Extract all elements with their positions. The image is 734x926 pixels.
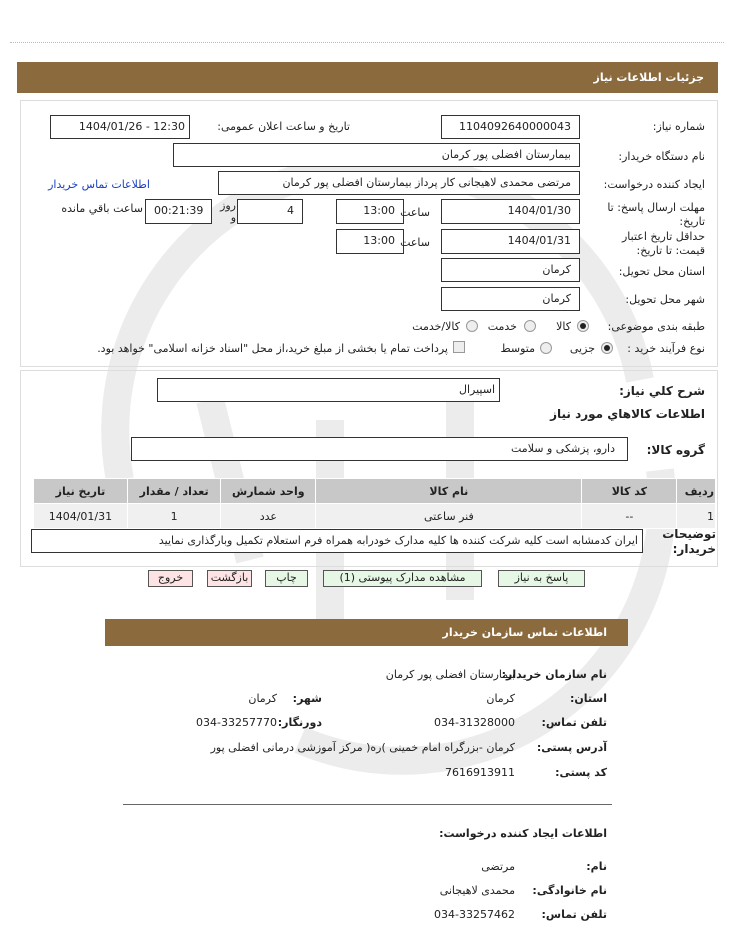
notes-field: ایران کدمشابه است کلیه شرکت کننده ها کلیه مدارک خودرابه همراه فرم استعلام تکمیل وبارگذاری نمایید xyxy=(31,529,643,553)
cell-row: 1 xyxy=(677,504,716,529)
province-field: کرمان xyxy=(441,258,580,282)
treasury-text: پرداخت تمام یا بخشی از مبلغ خرید،از محل "اسناد خزانه اسلامی" خواهد بود. xyxy=(97,342,448,355)
buyer-org-field: بیمارستان افضلی پور کرمان xyxy=(173,143,580,167)
category-option-service: خدمت xyxy=(487,320,517,333)
contact-phone-label: تلفن تماس: xyxy=(541,716,607,729)
process-radio-minor[interactable] xyxy=(601,342,613,354)
need-number-field: 1104092640000043 xyxy=(441,115,580,139)
city-field: کرمان xyxy=(441,287,580,311)
print-button[interactable]: چاپ xyxy=(265,570,308,587)
creator-label: ایجاد کننده درخواست: xyxy=(603,178,705,191)
creator-name-label: نام: xyxy=(586,860,607,873)
category-radio-service[interactable] xyxy=(524,320,536,332)
category-option-both: کالا/خدمت xyxy=(412,320,460,333)
category-radio-both[interactable] xyxy=(466,320,478,332)
cell-date: 1404/01/31 xyxy=(34,504,128,529)
creator-field: مرتضی محمدی لاهیجانی کار پرداز بیمارستان افضلی پور کرمان xyxy=(218,171,580,195)
page-title: جزئیات اطلاعات نیاز xyxy=(17,62,718,93)
deadline-hour-label: ساعت xyxy=(400,206,430,219)
creator-phone-label: تلفن تماس: xyxy=(541,908,607,921)
table-header-row xyxy=(34,479,716,504)
category-radio-goods[interactable] xyxy=(577,320,589,332)
group-label: گروه کالا: xyxy=(646,443,705,457)
col-name: نام کالا xyxy=(316,479,582,504)
days-label: روز و xyxy=(220,199,236,224)
cell-name: فنر ساعتی xyxy=(316,504,582,529)
summary-field: اسپیرال xyxy=(157,378,500,402)
reply-button[interactable]: پاسخ به نیاز xyxy=(498,570,585,587)
table-row xyxy=(34,504,716,529)
validity-hour-label: ساعت xyxy=(400,236,430,249)
category-label: طبقه بندی موضوعی: xyxy=(607,320,705,333)
remaining-label: ساعت باقي مانده xyxy=(61,202,143,215)
creator-family-label: نام خانوادگی: xyxy=(532,884,607,897)
contact-divider xyxy=(123,804,612,805)
contact-org-value: بیمارستان افضلی پور کرمان xyxy=(385,668,515,681)
cell-unit: عدد xyxy=(221,504,316,529)
contact-phone-value: 034-31328000 xyxy=(434,716,515,729)
contact-postal-label: کد پستی: xyxy=(555,766,607,779)
creator-info-title: اطلاعات ایجاد کننده درخواست: xyxy=(439,827,607,840)
process-radio-medium[interactable] xyxy=(540,342,552,354)
exit-button[interactable]: خروج xyxy=(148,570,193,587)
category-option-goods: کالا xyxy=(556,320,571,333)
contact-province-label: استان: xyxy=(570,692,607,705)
buyer-contact-link[interactable]: اطلاعات تماس خریدار xyxy=(48,178,150,191)
buyer-org-label: نام دستگاه خریدار: xyxy=(618,150,705,163)
deadline-date-field: 1404/01/30 xyxy=(441,199,580,224)
goods-title: اطلاعات کالاهاي مورد نياز xyxy=(550,407,705,421)
validity-date-field: 1404/01/31 xyxy=(441,229,580,254)
contact-fax-value: 034-33257770 xyxy=(196,716,277,729)
validity-label: حداقل تاریخ اعتبار قیمت: تا تاریخ: xyxy=(621,230,705,257)
cell-code: -- xyxy=(582,504,677,529)
contact-province-value: کرمان xyxy=(486,692,515,705)
contact-postal-value: 7616913911 xyxy=(445,766,515,779)
need-number-label: شماره نیاز: xyxy=(652,120,705,133)
city-label: شهر محل تحویل: xyxy=(625,293,705,306)
contact-address-label: آدرس پستی: xyxy=(536,741,607,754)
summary-label: شرح کلي نياز: xyxy=(619,384,705,398)
remaining-time-field: 00:21:39 xyxy=(145,199,212,224)
contact-section-title: اطلاعات تماس سازمان خریدار xyxy=(105,619,628,646)
process-option-minor: جزیی xyxy=(569,342,595,355)
deadline-time-field: 13:00 xyxy=(336,199,404,224)
contact-city-label: شهر: xyxy=(292,692,322,705)
back-button[interactable]: بازگشت xyxy=(207,570,252,587)
process-label: نوع فرآیند خرید : xyxy=(627,342,705,355)
contact-fax-label: دورنگار: xyxy=(277,716,322,729)
days-field: 4 xyxy=(237,199,303,224)
deadline-label: مهلت ارسال پاسخ: تا تاریخ: xyxy=(607,201,705,228)
creator-family-value: محمدی لاهیجانی xyxy=(439,884,515,897)
contact-org-label: نام سازمان خریدار: xyxy=(501,668,607,681)
col-qty: تعداد / مقدار xyxy=(127,479,220,504)
cell-qty: 1 xyxy=(127,504,220,529)
col-unit: واحد شمارش xyxy=(221,479,316,504)
goods-table xyxy=(33,478,716,529)
contact-address-value: کرمان -بزرگراه امام خمینی )ره( مرکز آموزشی درمانی افضلی پور xyxy=(210,741,515,754)
announce-label: تاریخ و ساعت اعلان عمومی: xyxy=(217,120,350,133)
validity-time-field: 13:00 xyxy=(336,229,404,254)
top-divider xyxy=(10,42,724,43)
col-row: ردیف xyxy=(677,479,716,504)
col-code: کد کالا xyxy=(582,479,677,504)
creator-name-value: مرتضی xyxy=(481,860,515,873)
group-field: دارو، پزشکی و سلامت xyxy=(131,437,628,461)
province-label: استان محل تحویل: xyxy=(618,265,705,278)
treasury-checkbox[interactable] xyxy=(453,341,465,353)
announce-field: 1404/01/26 - 12:30 xyxy=(50,115,190,139)
col-date: تاریخ نیاز xyxy=(34,479,128,504)
notes-label: توضیحات خریدار: xyxy=(662,527,716,556)
creator-phone-value: 034-33257462 xyxy=(434,908,515,921)
contact-city-value: کرمان xyxy=(248,692,277,705)
attachments-button[interactable]: مشاهده مدارک پیوستی (1) xyxy=(323,570,482,587)
process-option-medium: متوسط xyxy=(500,342,535,355)
